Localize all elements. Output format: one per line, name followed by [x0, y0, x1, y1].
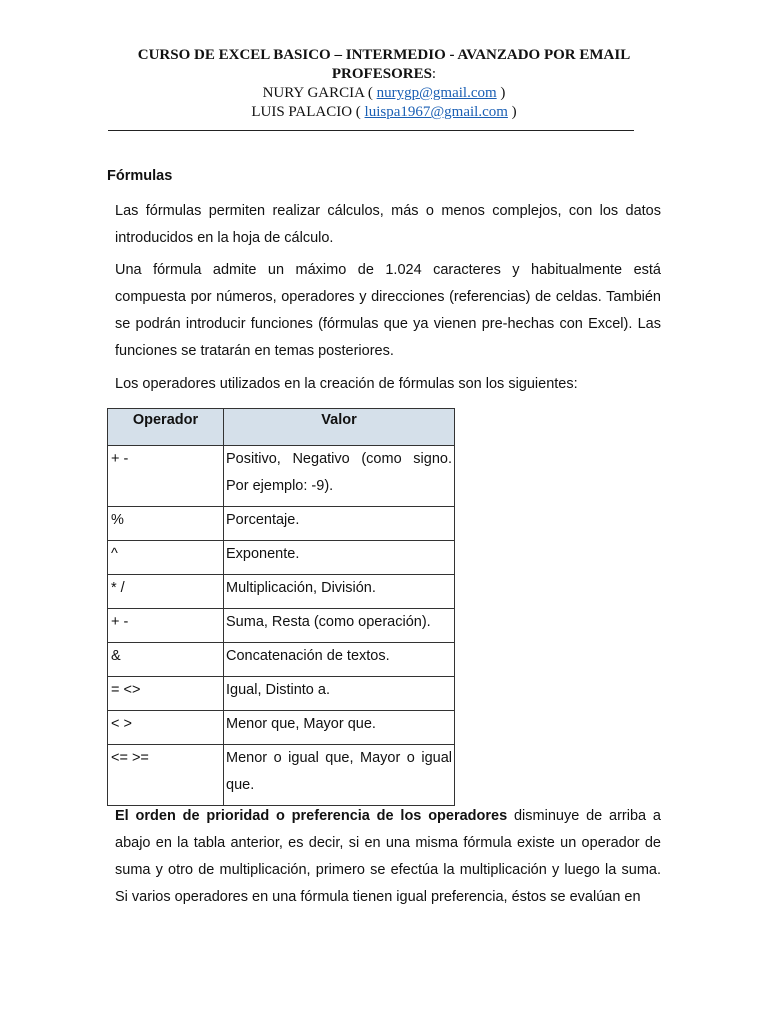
precedence-text: disminuye de arriba a abajo en la tabla anterior, es decir, si en una misma fórmula existe un operador de suma y otro de multiplicación, primero se efectúa la multiplicación y luego la suma. Si varios operadores en una fórmula tienen igual preferencia, éstos se evalúan en	[115, 808, 661, 905]
precedence-emphasis: El orden de prioridad o preferencia de los operadores	[115, 808, 508, 824]
paragraph-operators-intro: Los operadores utilizados en la creación de fórmulas son los siguientes:	[115, 376, 578, 392]
professor-2-name: LUIS PALACIO (	[251, 104, 365, 120]
professors-line	[0, 65, 768, 84]
table-row	[108, 609, 455, 643]
table-row	[108, 711, 455, 745]
paragraph-intro: Las fórmulas permiten realizar cálculos, más o menos complejos, con los datos introducidos en la hoja de cálculo.	[115, 203, 661, 246]
professors-label: PROFESORES	[331, 66, 432, 82]
paragraph-operator-precedence	[115, 803, 661, 911]
value-cell: Suma, Resta (como operación).	[224, 609, 455, 643]
value-cell: Menor o igual que, Mayor o igual que.	[224, 745, 455, 806]
operators-table	[107, 408, 455, 806]
table-header-row	[108, 409, 455, 446]
value-cell: Concatenación de textos.	[224, 643, 455, 677]
value-cell: Exponente.	[224, 541, 455, 575]
section-title: Fórmulas	[107, 168, 173, 184]
value-cell: Menor que, Mayor que.	[224, 711, 455, 745]
professor-1-name: NURY GARCIA (	[262, 85, 377, 101]
document-header	[0, 46, 768, 122]
value-cell: Igual, Distinto a.	[224, 677, 455, 711]
course-title: CURSO DE EXCEL BASICO – INTERMEDIO - AVANZADO POR EMAIL	[137, 47, 631, 63]
professor-1-line	[0, 84, 768, 103]
table-row	[108, 677, 455, 711]
value-cell: Porcentaje.	[224, 507, 455, 541]
professors-colon: :	[431, 66, 437, 82]
operator-cell: * /	[108, 575, 224, 609]
paragraph-formula-limits: Una fórmula admite un máximo de 1.024 caracteres y habitualmente está compuesta por números, operadores y direcciones (referencias) de celdas. También se podrán introducir funciones (fórmulas que ya vienen pre-hechas con Excel). Las funciones se tratarán en temas posteriores.	[115, 262, 661, 359]
professor-2-close: )	[507, 104, 517, 120]
operator-cell: &	[108, 643, 224, 677]
operator-cell: < >	[108, 711, 224, 745]
table-row	[108, 541, 455, 575]
operator-cell: = <>	[108, 677, 224, 711]
table-row	[108, 643, 455, 677]
table-row	[108, 745, 455, 806]
professor-1-close: )	[496, 85, 506, 101]
table-row	[108, 446, 455, 507]
value-cell: Positivo, Negativo (como signo. Por ejemplo: -9).	[224, 446, 455, 507]
professor-1-email-link[interactable]: nurygp@gmail.com	[376, 85, 497, 101]
value-cell: Multiplicación, División.	[224, 575, 455, 609]
operator-cell: %	[108, 507, 224, 541]
header-value: Valor	[224, 409, 455, 446]
table-row	[108, 507, 455, 541]
operator-cell: <= >=	[108, 745, 224, 806]
header-operator: Operador	[108, 409, 224, 446]
professor-2-email-link[interactable]: luispa1967@gmail.com	[364, 104, 508, 120]
operator-cell: + -	[108, 609, 224, 643]
header-divider	[108, 130, 634, 131]
professor-2-line	[0, 103, 768, 122]
operator-cell: ^	[108, 541, 224, 575]
operator-cell: + -	[108, 446, 224, 507]
table-row	[108, 575, 455, 609]
